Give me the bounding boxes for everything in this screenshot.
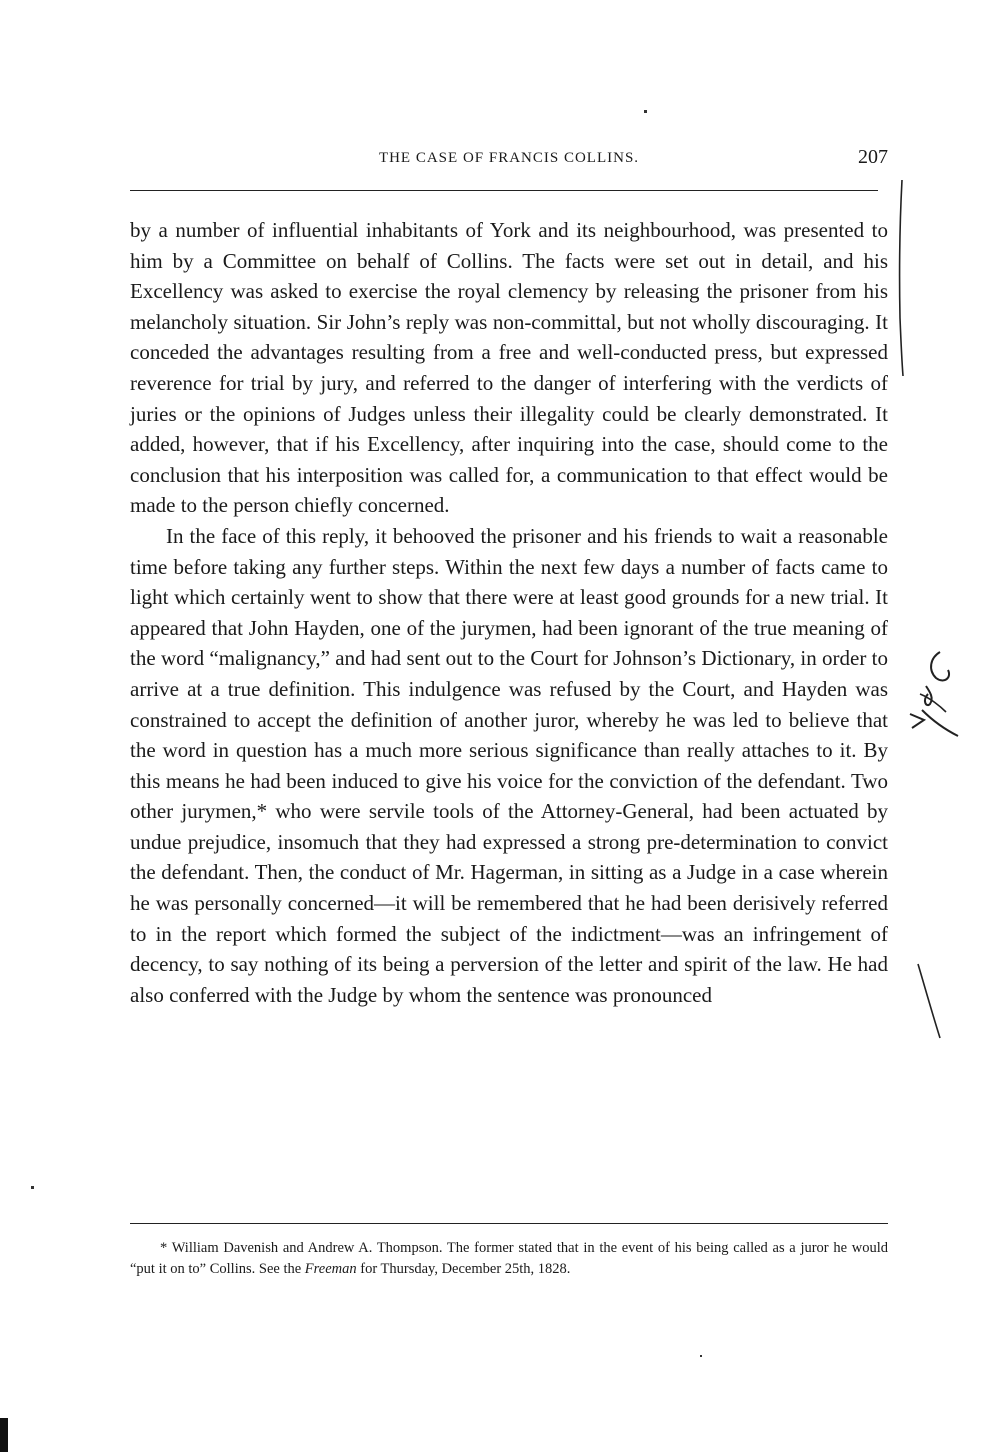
body-text: [130, 215, 888, 1010]
running-title: THE CASE OF FRANCIS COLLINS.: [378, 150, 640, 166]
footnote: [130, 1238, 888, 1280]
paragraph-2: In the face of this reply, it behooved the prisoner and his friends to wait a reasonable time before taking any further steps. Within the next few days a number of facts came to light which certainly went to show that there were at least good grounds for a new trial. It appeared that John Hayden, one of the jurymen, had been ignorant of the true meaning of the word “malignancy,” and had sent out to the Court for Johnson’s Dictionary, in order to arrive at a true definition. This indulgence was refused by the Court, and Hayden was constrained to accept the definition of another juror, whereby he was led to believe that the word in question has a much more serious significance than really attaches to it. By this means he had been induced to give his voice for the conviction of the defendant. Two other jurymen,* who were servile tools of the Attorney-General, had been actuated by undue prejudice, insomuch that they had expressed a strong pre-determination to convict the defendant. Then, the conduct of Mr. Hagerman, in sitting as a Judge in a case wherein he was personally concerned—it will be remembered that he had been derisively referred to in the report which formed the subject of the indictment—was an infringement of decency, to say nothing of its being a perversion of the letter and spirit of the law. He had also conferred with the Judge by whom the sentence was pronounced: [130, 523, 888, 1007]
ink-speck: [644, 110, 647, 113]
paragraph-1: by a number of influential inhabitants of York and its neighbourhood, was presented to him by a Committee on behalf of Collins. The facts were set out in detail, and his Excellency was asked to exercise the royal clemency by releasing the prisoner from his melancholy situation. Sir John’s reply was non-committal, but not wholly discouraging. It conceded the advantages resulting from a free and well-conducted press, but expressed reverence for trial by jury, and referred to the danger of interfering with the verdicts of juries or the opinions of Judges unless their illegality could be clearly demonstrated. It added, however, that if his Excellency, after inquiring into the case, should come to the conclusion that his interposition was called for, a communication to that effect would be made to the person chiefly concerned.: [130, 218, 888, 518]
footnote-newspaper-title: Freeman: [304, 1261, 357, 1277]
ink-speck: [700, 1355, 702, 1357]
footnote-text-before: * William Davenish and Andrew A. Thompson. The former stated that in the event of his being called as a juror he would “put it on to” Collins. See the: [130, 1240, 888, 1277]
ink-speck: [31, 1186, 34, 1189]
scan-edge-mark: [0, 1418, 8, 1452]
margin-line-mark-icon: [897, 178, 909, 378]
page-header: [130, 146, 888, 174]
margin-slash-mark-icon: [914, 962, 944, 1042]
footnote-text-after: for Thursday, December 25th, 1828.: [356, 1261, 571, 1277]
page-number: 207: [858, 146, 888, 168]
footnote-rule: [130, 1223, 888, 1224]
handwritten-delete-sign-icon: [900, 648, 964, 748]
header-rule: [130, 190, 878, 191]
